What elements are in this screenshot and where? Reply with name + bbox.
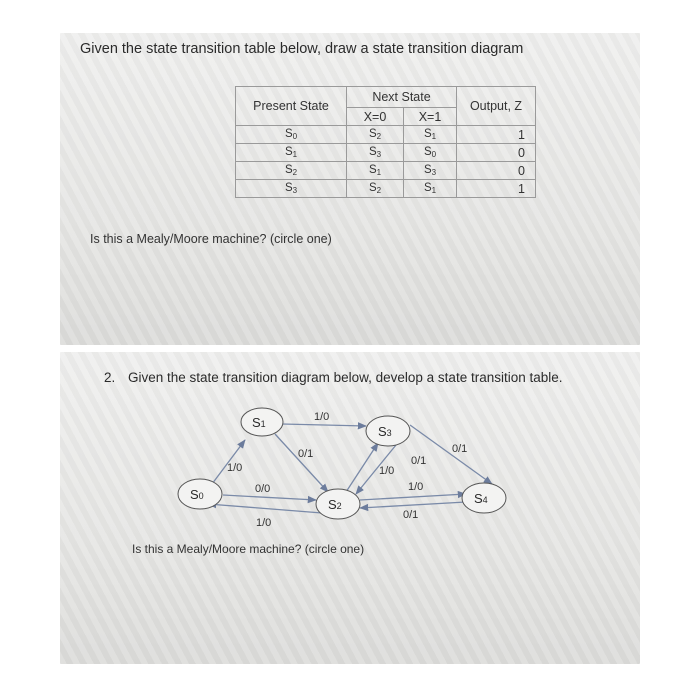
table-row [236, 162, 536, 180]
edge-s1-s3 [282, 424, 366, 426]
edge-label-s0-s2: 0/0 [255, 483, 271, 495]
state-diagram [60, 352, 640, 664]
q2-question: Is this a Mealy/Moore machine? (circle one) [132, 542, 365, 556]
node-s4 [462, 483, 506, 513]
table-row [236, 180, 536, 198]
cell-next-x0: $S_2$ [347, 126, 404, 144]
cell-present: $S_3$ [236, 180, 347, 198]
edge-label-s0-s1: 1/0 [227, 462, 243, 474]
cell-output: 0 [457, 162, 536, 180]
cell-next-x1: $S_3$ [404, 162, 457, 180]
node-s0 [178, 479, 222, 509]
cell-output: 1 [457, 180, 536, 198]
q1-heading: Given the state transition table below, draw a state transition diagram [80, 41, 524, 57]
cell-present: $S_2$ [236, 162, 347, 180]
cell-present: $S_1$ [236, 144, 347, 162]
edge-label-s3-s4: 0/1 [452, 443, 468, 455]
edge-label-s2-s3: 1/0 [379, 465, 395, 477]
cell-output: 0 [457, 144, 536, 162]
table-row [236, 144, 536, 162]
svg-text:S4: S4 [474, 491, 488, 506]
edge-s2-s0 [208, 504, 322, 513]
cell-next-x1: $S_0$ [404, 144, 457, 162]
header-present-state: Present State [236, 87, 347, 126]
edge-s4-s2 [360, 502, 466, 508]
svg-text:S0: S0 [190, 487, 204, 502]
top-photo [60, 33, 640, 345]
header-x1: X=1 [404, 108, 457, 126]
edge-s1-s2 [275, 434, 328, 492]
node-s3 [366, 416, 410, 446]
q1-question: Is this a Mealy/Moore machine? (circle one) [90, 232, 332, 246]
cell-next-x1: $S_1$ [404, 126, 457, 144]
edge-s2-s4 [360, 494, 466, 500]
table-row [236, 126, 536, 144]
edge-label-s2-s4: 1/0 [408, 481, 424, 493]
edge-s2-s3 [346, 443, 378, 492]
cell-next-x0: $S_2$ [347, 180, 404, 198]
node-s1 [241, 408, 283, 436]
node-s2 [316, 489, 360, 519]
state-transition-table [235, 86, 536, 198]
header-output: Output, Z [457, 87, 536, 126]
edge-label-s3-s2: 0/1 [411, 455, 427, 467]
header-x0: X=0 [347, 108, 404, 126]
edge-label-s1-s3: 1/0 [314, 411, 330, 423]
header-next-state: Next State [347, 87, 457, 108]
edge-label-s1-s2: 0/1 [298, 448, 314, 460]
cell-next-x0: $S_3$ [347, 144, 404, 162]
q2-number: 2. [104, 370, 116, 385]
cell-next-x0: $S_1$ [347, 162, 404, 180]
q2-heading: Given the state transition diagram below, develop a state transition table. [128, 370, 563, 385]
cell-output: 1 [457, 126, 536, 144]
svg-text:S1: S1 [252, 415, 266, 430]
svg-text:S3: S3 [378, 424, 392, 439]
cell-next-x1: $S_1$ [404, 180, 457, 198]
svg-text:S2: S2 [328, 497, 342, 512]
bottom-photo [60, 352, 640, 664]
edge-label-s2-s0: 1/0 [256, 517, 272, 529]
cell-present: $S_0$ [236, 126, 347, 144]
edge-s0-s2 [223, 495, 316, 500]
edge-label-s4-s2: 0/1 [403, 509, 419, 521]
